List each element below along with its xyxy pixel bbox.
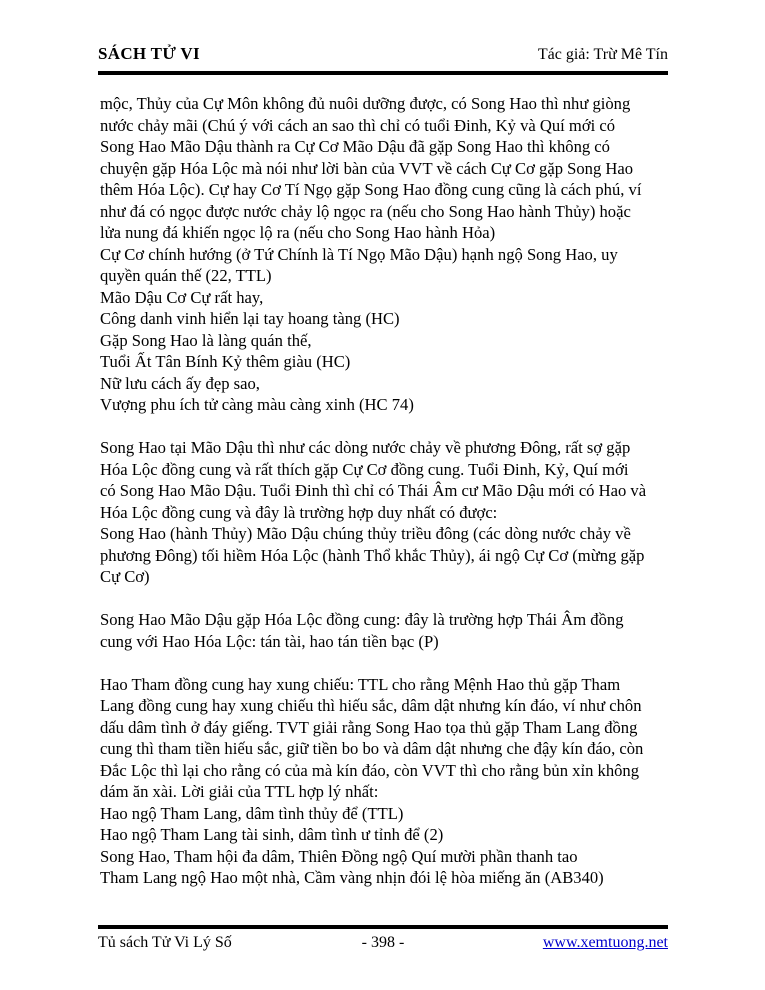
text-line: như đá có ngọc được nước chảy lộ ngọc ra (nếu cho Song Hao hành Thủy) hoặc [100,201,631,221]
text-line: Nữ lưu cách ấy đẹp sao, [100,373,260,393]
book-title: SÁCH TỬ VI [98,44,200,63]
footer-row [98,934,668,952]
text-line: mộc, Thủy của Cự Môn không đủ nuôi dưỡng được, có Song Hao thì như giòng [100,94,631,113]
body-text [100,93,675,889]
text-line: Mão Dậu Cơ Cự rất hay, [100,287,264,307]
text-line: Song Hao, Tham hội đa dâm, Thiên Đồng ngộ Quí mười phần thanh tao [100,846,578,866]
text-line: Hao Tham đồng cung hay xung chiếu: TTL cho rằng Mệnh Hao thủ gặp Tham [100,674,621,694]
text-line: cung thì tham tiền hiếu sắc, giữ tiền bo bo và dâm dật nhưng che đậy kín đáo, còn [100,739,644,758]
text-line: cung với Hao Hóa Lộc: tán tài, hao tán tiền bạc (P) [100,631,439,651]
series-title: Tủ sách Tử Vi Lý Số [98,934,232,951]
page-number: - 398 - [361,934,405,951]
text-line: Gặp Song Hao là làng quán thế, [100,330,312,350]
text-line: dám ăn xài. Lời giải của TTL hợp lý nhất: [100,782,379,801]
text-line: Song Hao tại Mão Dậu thì như các dòng nước chảy về phương Đông, rất sợ gặp [100,438,631,457]
text-line: Công danh vinh hiển lại tay hoang tàng (HC) [100,309,400,328]
text-line: Tuổi Ất Tân Bính Kỷ thêm giàu (HC) [100,352,351,371]
text-line: thêm Hóa Lộc). Cự hay Cơ Tí Ngọ gặp Song Hao đồng cung cũng là cách phú, ví [100,180,642,199]
text-line: quyền quán thế (22, TTL) [100,266,272,285]
text-line: Tham Lang ngộ Hao một nhà, Cầm vàng nhịn đói lệ hòa miếng ăn (AB340) [100,868,604,887]
page-footer [98,925,668,952]
text-line: Hao ngộ Tham Lang tài sinh, dâm tình ư tỉnh để (2) [100,825,444,844]
paragraph [100,609,675,652]
text-line: nước chảy mãi (Chú ý với cách an sao thì chỉ có tuổi Đinh, Kỷ và Quí mới có [100,115,616,135]
text-line: Hóa Lộc đồng cung và đây là trường hợp duy nhất có được: [100,502,498,522]
text-line: Song Hao Mão Dậu gặp Hóa Lộc đồng cung: đây là trường hợp Thái Âm đồng [100,610,624,629]
author-label: Tác giả: Trừ Mê Tín [537,46,668,63]
text-line: Vượng phu ích tử càng màu càng xinh (HC 74) [100,395,414,414]
text-line: dấu dâm tình ở đáy giếng. TVT giải rằng Song Hao tọa thủ gặp Tham Lang đồng [100,717,638,737]
text-line: Lang đồng cung hay xung chiếu thì hiếu sắc, dâm dật nhưng kín đáo, ví như chôn [100,696,642,715]
text-line: Cự Cơ) [100,567,150,586]
text-line: Song Hao Mão Dậu thành ra Cự Cơ Mão Dậu đã gặp Song Hao thì không có [100,137,610,156]
text-line: Hao ngộ Tham Lang, dâm tình thủy để (TTL) [100,803,404,823]
text-line: chuyện gặp Hóa Lộc mà nói như lời bàn của VVT về cách Cự Cơ gặp Song Hao [100,158,634,178]
text-line: Cự Cơ chính hướng (ở Tứ Chính là Tí Ngọ Mão Dậu) hạnh ngộ Song Hao, uy [100,244,618,264]
paragraph [100,437,675,588]
text-line: phương Đông) tối hiềm Hóa Lộc (hành Thổ khắc Thủy), ái ngộ Cự Cơ (mừng gặp [100,545,645,565]
text-line: Hóa Lộc đồng cung và rất thích gặp Cự Cơ đồng cung. Tuổi Đinh, Kỷ, Quí mới [100,459,629,479]
paragraph [100,674,675,889]
text-line: có Song Hao Mão Dậu. Tuổi Đinh thì chỉ có Thái Âm cư Mão Dậu mới có Hao và [100,481,647,500]
page-header [98,44,668,75]
website-link[interactable]: www.xemtuong.net [542,934,668,951]
text-line: Đắc Lộc thì lại cho rằng có của mà kín đáo, còn VVT thì cho rằng bủn xỉn không [100,760,640,780]
text-line: lửa nung đá khiến ngọc lộ ra (nếu cho Song Hao hành Hỏa) [100,223,496,242]
paragraph [100,93,675,416]
text-line: Song Hao (hành Thủy) Mão Dậu chúng thủy triều đông (các dòng nước chảy về [100,524,631,543]
